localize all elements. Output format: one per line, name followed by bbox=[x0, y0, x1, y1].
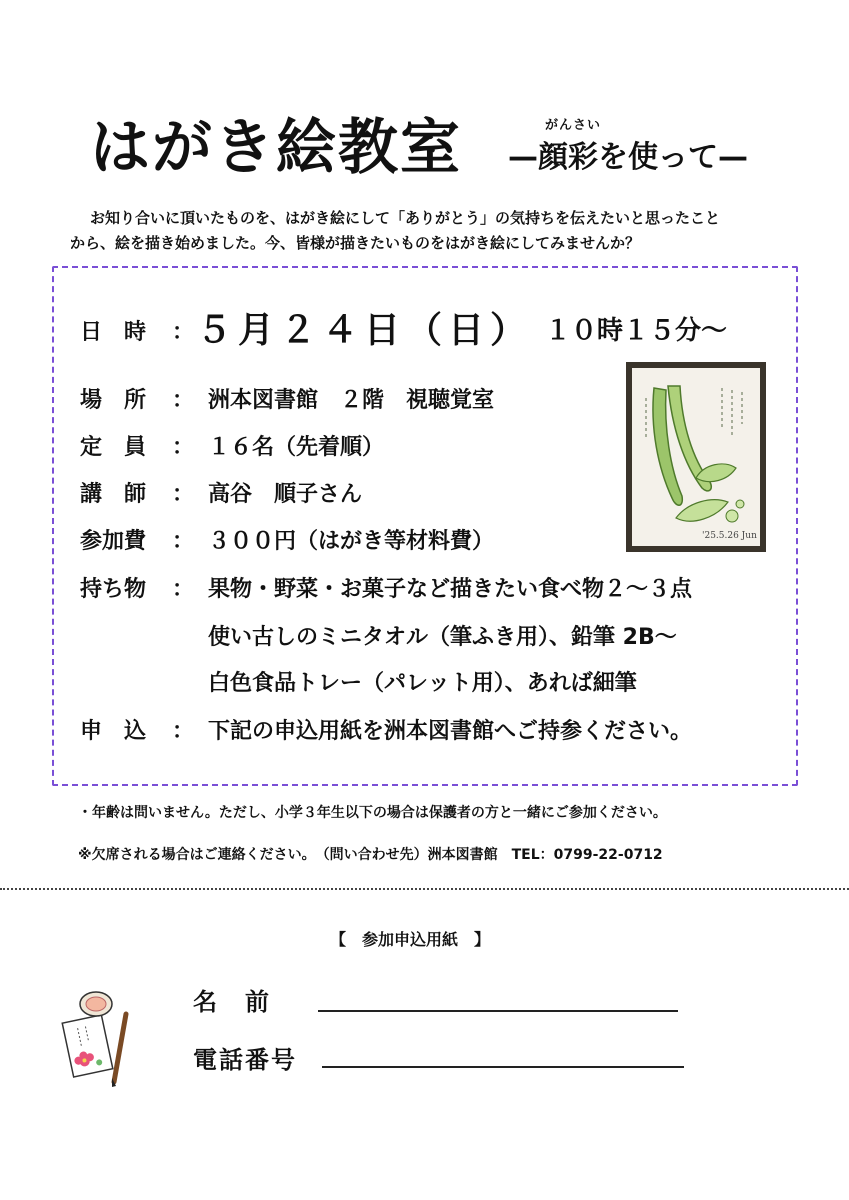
sample-postcard-photo bbox=[626, 362, 766, 552]
capacity-label: 定 員 bbox=[80, 435, 147, 460]
intro-line-1: お知り合いに頂いたものを、はがき絵にして「ありがとう」の気持ちを伝えたいと思ったこと bbox=[90, 209, 721, 227]
teacher-colon: ： bbox=[172, 482, 195, 507]
place-label: 場 所 bbox=[80, 388, 147, 413]
intro-line-2: から、絵を描き始めました。今、皆様が描きたいものをはがき絵にしてみませんか？ bbox=[70, 234, 641, 252]
date-label: 日 時 bbox=[80, 320, 147, 345]
items-line-3: 白色食品トレー（パレット用）、あれば細筆 bbox=[208, 671, 637, 696]
page-title: はがき絵教室 bbox=[90, 113, 462, 183]
cut-line bbox=[0, 888, 849, 890]
phone-field[interactable] bbox=[322, 1066, 684, 1068]
teacher-value: 高谷 順子さん bbox=[208, 482, 363, 507]
brush-and-postcard-illustration bbox=[60, 988, 140, 1088]
age-note: ・年齢は問いません。ただし、小学３年生以下の場合は保護者の方と一緒にご参加ください。 bbox=[78, 805, 667, 821]
place-value: 洲本図書館 ２階 視聴覚室 bbox=[208, 388, 495, 413]
page-subtitle: —顔彩を使って— bbox=[508, 140, 748, 175]
date-value: ５月２４日（日） bbox=[196, 310, 533, 351]
name-label: 名 前 bbox=[193, 988, 271, 1016]
teacher-label: 講 師 bbox=[80, 482, 147, 507]
time-value: １０時１５分～ bbox=[545, 316, 728, 346]
items-label: 持ち物 bbox=[80, 577, 147, 602]
form-title: 【 参加申込用紙 】 bbox=[330, 930, 491, 949]
capacity-colon: ： bbox=[172, 435, 195, 460]
apply-label: 申 込 bbox=[80, 719, 147, 744]
pea-painting-icon bbox=[632, 368, 760, 546]
photo-caption: '25.5.26 Jun bbox=[702, 531, 757, 541]
fee-value: ３００円（はがき等材料費） bbox=[208, 529, 495, 554]
items-line-1: 果物・野菜・お菓子など描きたい食べ物２～３点 bbox=[208, 577, 693, 602]
name-field[interactable] bbox=[318, 1010, 678, 1012]
items-colon: ： bbox=[172, 577, 195, 602]
fee-colon: ： bbox=[172, 529, 195, 554]
brush-icon bbox=[60, 988, 140, 1088]
capacity-value: １６名（先着順） bbox=[208, 435, 385, 460]
apply-value: 下記の申込用紙を洲本図書館へご持参ください。 bbox=[208, 719, 693, 744]
place-colon: ： bbox=[172, 388, 195, 413]
fee-label: 参加費 bbox=[80, 529, 147, 554]
apply-colon: ： bbox=[172, 719, 195, 744]
date-colon: ： bbox=[172, 320, 195, 345]
subtitle-ruby: がんさい bbox=[545, 118, 602, 133]
items-line-2: 使い古しのミニタオル（筆ふき用）、鉛筆 2B～ bbox=[208, 625, 677, 650]
phone-label: 電話番号 bbox=[193, 1046, 297, 1074]
contact-note: ※欠席される場合はご連絡ください。 （問い合わせ先）洲本図書館 TEL：0799-22-0712 bbox=[78, 847, 663, 863]
